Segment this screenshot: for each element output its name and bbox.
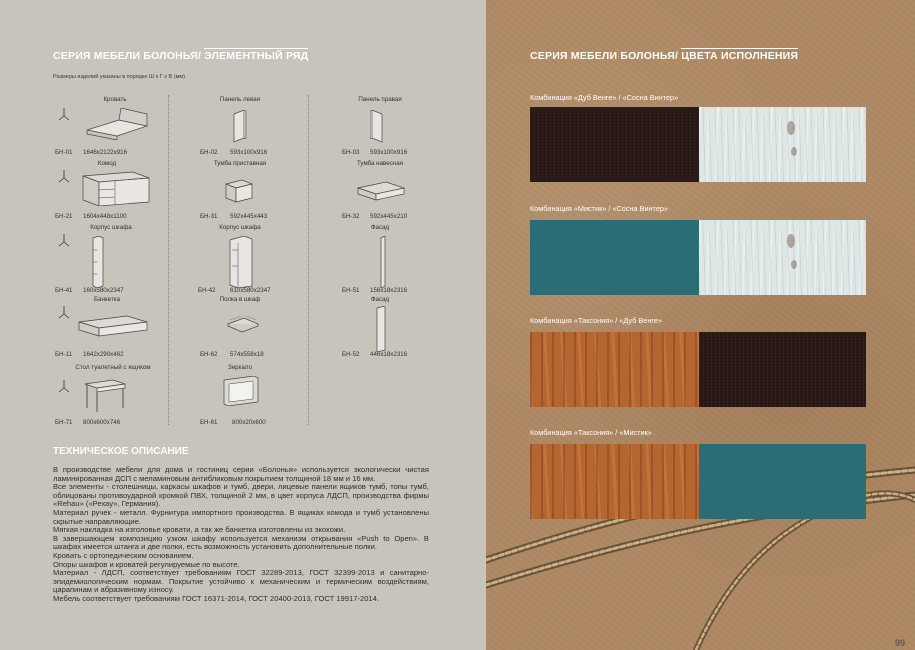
item-size: 160x580x2347 (83, 287, 124, 294)
item-name: Банкетка (93, 296, 121, 303)
item-name: Тумба приставная (213, 160, 267, 167)
swatch-wenge (699, 332, 866, 407)
dimensions-note: Размеры изделий указаны в порядке Ш х Г х В (мм) (53, 74, 185, 80)
item-size: 1646x2122x916 (83, 149, 128, 156)
item-facade-narrow (320, 224, 440, 294)
right-page-header (530, 48, 798, 62)
item-code: БН-52 (342, 351, 360, 358)
item-name: Корпус шкафа (90, 224, 132, 231)
item-chest (55, 160, 175, 220)
item-name: Стол туалетный с ящиком (75, 364, 151, 371)
item-bench (55, 296, 175, 358)
item-wardrobe-narrow (55, 224, 175, 294)
item-size: 610x580x2347 (230, 287, 271, 294)
left-page-header (53, 48, 308, 62)
item-name: Панель левая (219, 96, 261, 103)
table-drawing (224, 178, 254, 204)
axes-icon (57, 304, 71, 322)
item-name: Кровать (103, 96, 127, 103)
bench-drawing (77, 314, 149, 338)
right-header-line1: СЕРИЯ МЕБЕЛИ БОЛОНЬЯ/ (530, 50, 679, 62)
technical-description (53, 466, 429, 604)
item-code: БН-31 (200, 213, 218, 220)
page-number: 99 (894, 638, 905, 648)
item-code: БН-01 (55, 149, 73, 156)
item-code: БН-11 (55, 351, 73, 358)
right-header-line2: ЦВЕТА ИСПОЛНЕНИЯ (681, 50, 799, 62)
swatch-taxonia (530, 332, 699, 407)
item-code: БН-41 (55, 287, 73, 294)
panel-drawing (370, 110, 386, 144)
item-size: 800x20x600 (232, 419, 266, 426)
item-size: 593x100x916 (370, 149, 408, 156)
combo-label: Комбинация «Таксония» / «Дуб Венге» (530, 316, 662, 325)
item-size: 446x18x2316 (370, 351, 408, 358)
item-size: 592x445x210 (370, 213, 408, 220)
item-code: БН-03 (342, 149, 360, 156)
swatch-taxonia (530, 444, 699, 519)
right-page (486, 0, 915, 650)
facade-narrow-drawing (380, 236, 388, 288)
item-code: БН-62 (200, 351, 218, 358)
item-name: Комод (97, 160, 117, 167)
item-hanging-table (320, 160, 440, 220)
item-shelf (180, 296, 300, 358)
panel-drawing (232, 110, 248, 144)
item-name: Зеркало (227, 364, 253, 371)
tech-paragraph: В завершающем композицию узком шкафу используется механизм открывания «Push to Open». В шкафах имеется штанга и две полки, есть возможность установить дополнительные полки. (53, 533, 429, 552)
technical-description-title: ТЕХНИЧЕСКОЕ ОПИСАНИЕ (53, 446, 189, 457)
wardrobe-narrow-drawing (91, 236, 105, 288)
item-name: Фасад (370, 296, 390, 303)
swatch-wenge (530, 107, 699, 182)
item-code: БН-71 (55, 419, 73, 426)
item-wardrobe (180, 224, 300, 294)
item-size: 1604x448x1100 (83, 213, 127, 220)
mirror-drawing (222, 376, 262, 406)
wardrobe-drawing (228, 236, 254, 288)
tech-paragraph: Материал ручек - металл. Фурнитура импортного производства. В ящиках комода и тумб установлены скрытые направляющие. (53, 507, 429, 526)
item-size: 156x18x2316 (370, 287, 408, 294)
item-panel-right (320, 96, 440, 156)
item-name: Полка в шкаф (219, 296, 261, 303)
hanging-table-drawing (356, 180, 406, 204)
item-mirror (180, 364, 300, 426)
tech-paragraph: Материал - ЛДСП, соответствует требованиям ГОСТ 32289-2013, ГОСТ 32399-2013 и санитарно-эпидемиологическим нормам. Покрытие устойчиво к механическим и термическим воздействиям, царапинам и абразивному износу. (53, 568, 429, 595)
axes-icon (57, 378, 71, 396)
item-name: Тумба навесная (356, 160, 404, 167)
item-dressing-table (55, 364, 175, 426)
item-facade-wide (320, 296, 440, 358)
tech-paragraph: В производстве мебели для дома и гостиниц серии «Болонья» используется экологически чистая ламинированная ДСП с меламиновым антибликовым покрытием толщиной 18 мм и 16 мм. (53, 465, 429, 483)
bed-drawing (81, 108, 151, 140)
swatch-mistik (530, 220, 699, 295)
item-code: БН-51 (342, 287, 360, 294)
facade-wide-drawing (376, 306, 388, 352)
dressing-table-drawing (83, 378, 127, 412)
item-panel-left (180, 96, 300, 156)
item-code: БН-02 (200, 149, 218, 156)
item-size: 800x600x746 (83, 419, 121, 426)
combo-label: Комбинация «Дуб Венге» / «Сосна Винтер» (530, 93, 679, 102)
swatch-pine (699, 107, 866, 182)
item-code: БН-32 (342, 213, 360, 220)
tech-paragraph: Опоры шкафов и кроватей регулируемые по высоте. (53, 559, 240, 569)
item-code: БН-21 (55, 213, 73, 220)
tech-paragraph: Мебель соответствует требованиям ГОСТ 16371-2014, ГОСТ 20400-2013, ГОСТ 19917-2014. (53, 593, 379, 603)
shelf-drawing (226, 316, 260, 334)
item-name: Корпус шкафа (219, 224, 261, 231)
tech-paragraph: Мягкая накладка на изголовье кровати, а так же банкетка изготовлены из экокожи. (53, 525, 346, 535)
item-bedside-table (180, 160, 300, 220)
item-size: 574x558x18 (230, 351, 264, 358)
axes-icon (57, 106, 71, 124)
axes-icon (57, 232, 71, 250)
item-size: 1642x290x462 (83, 351, 124, 358)
combo-label: Комбинация «Мистик» / «Сосна Винтер» (530, 204, 668, 213)
swatch-mistik (699, 444, 866, 519)
tech-paragraph: Все элементы - столешницы, каркасы шкафов и тумб, двери, лицевые панели ящиков тумб, топы тумб, облицованы противоударной кромкой ПВХ, толщиной 2 мм, в цвет корпуса ЛДСП, производства фирмы «Rehau» («Рехау», Германия). (53, 482, 429, 509)
item-name: Фасад (370, 224, 390, 231)
chest-drawing (79, 170, 151, 206)
column-divider (308, 95, 309, 425)
left-header-line2: ЭЛЕМЕНТНЫЙ РЯД (204, 50, 309, 62)
item-size: 593x100x916 (230, 149, 268, 156)
item-size: 592x445x443 (230, 213, 268, 220)
item-code: БН-61 (200, 419, 218, 426)
item-bed (55, 96, 175, 156)
swatch-pine (699, 220, 866, 295)
tech-paragraph: Кровать с ортопедическим основанием. (53, 550, 194, 560)
axes-icon (57, 168, 71, 186)
left-header-line1: СЕРИЯ МЕБЕЛИ БОЛОНЬЯ/ (53, 50, 202, 62)
combo-label: Комбинация «Таксония» / «Мистик» (530, 428, 652, 437)
item-name: Панель правая (358, 96, 402, 103)
item-code: БН-42 (198, 287, 216, 294)
